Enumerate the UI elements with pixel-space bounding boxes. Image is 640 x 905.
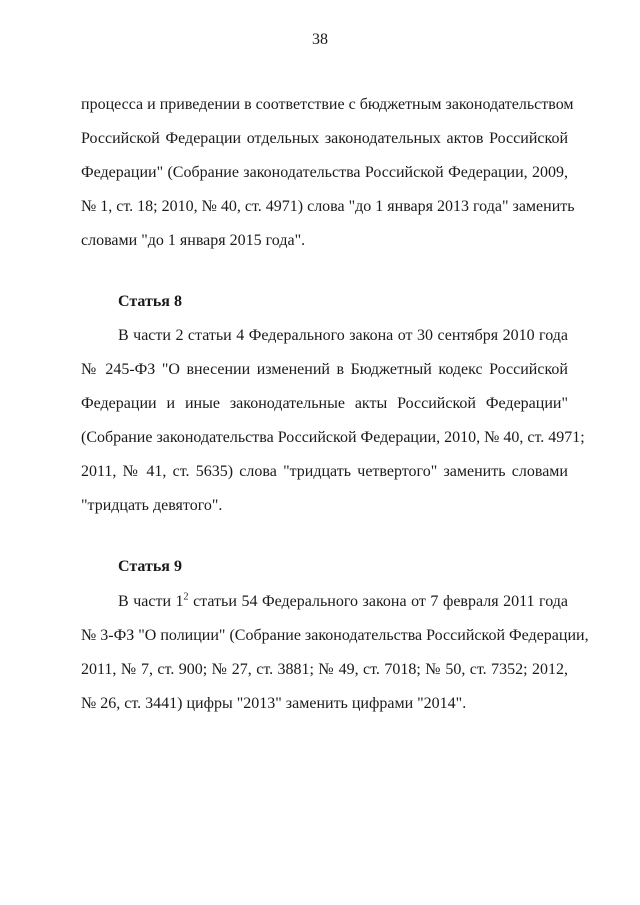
article-8-line-2: № 245-ФЗ "О внесении изменений в Бюджетный кодекс Российской xyxy=(81,361,568,378)
article-9-line-3: 2011, № 7, ст. 900; № 27, ст. 3881; № 49, ст. 7018; № 50, ст. 7352; 2012, xyxy=(81,661,568,678)
article-9-line-1 xyxy=(118,592,568,612)
article-8-heading: Статья 8 xyxy=(118,293,182,310)
intro-line-4: № 1, ст. 18; 2010, № 40, ст. 4971) слова "до 1 января 2013 года" заменить xyxy=(81,198,575,215)
article-8-line-4: (Собрание законодательства Российской Федерации, 2010, № 40, ст. 4971; xyxy=(81,429,585,446)
article-9-heading: Статья 9 xyxy=(118,558,182,575)
intro-line-5: словами "до 1 января 2015 года". xyxy=(81,232,306,249)
article-8-line-6: "тридцать девятого". xyxy=(81,497,223,514)
intro-line-1: процесса и приведении в соответствие с бюджетным законодательством xyxy=(81,96,574,113)
page-number: 38 xyxy=(312,31,328,48)
intro-line-3: Федерации" (Собрание законодательства Российской Федерации, 2009, xyxy=(81,164,568,181)
intro-line-2: Российской Федерации отдельных законодательных актов Российской xyxy=(81,130,568,147)
article-8-line-1: В части 2 статьи 4 Федерального закона от 30 сентября 2010 года xyxy=(118,327,568,344)
article-8-line-5: 2011, № 41, ст. 5635) слова "тридцать четвертого" заменить словами xyxy=(81,463,568,480)
article-9-line-1-start: В части 1 xyxy=(118,593,184,610)
article-9-line-1-rest: статьи 54 Федерального закона от 7 февраля 2011 года xyxy=(188,593,568,610)
article-9-superscript: 2 xyxy=(183,591,189,603)
article-9-line-2: № 3-ФЗ "О полиции" (Собрание законодательства Российской Федерации, xyxy=(81,627,589,644)
article-9-line-4: № 26, ст. 3441) цифры "2013" заменить цифрами "2014". xyxy=(81,695,467,712)
article-8-line-3: Федерации и иные законодательные акты Российской Федерации" xyxy=(81,395,568,412)
